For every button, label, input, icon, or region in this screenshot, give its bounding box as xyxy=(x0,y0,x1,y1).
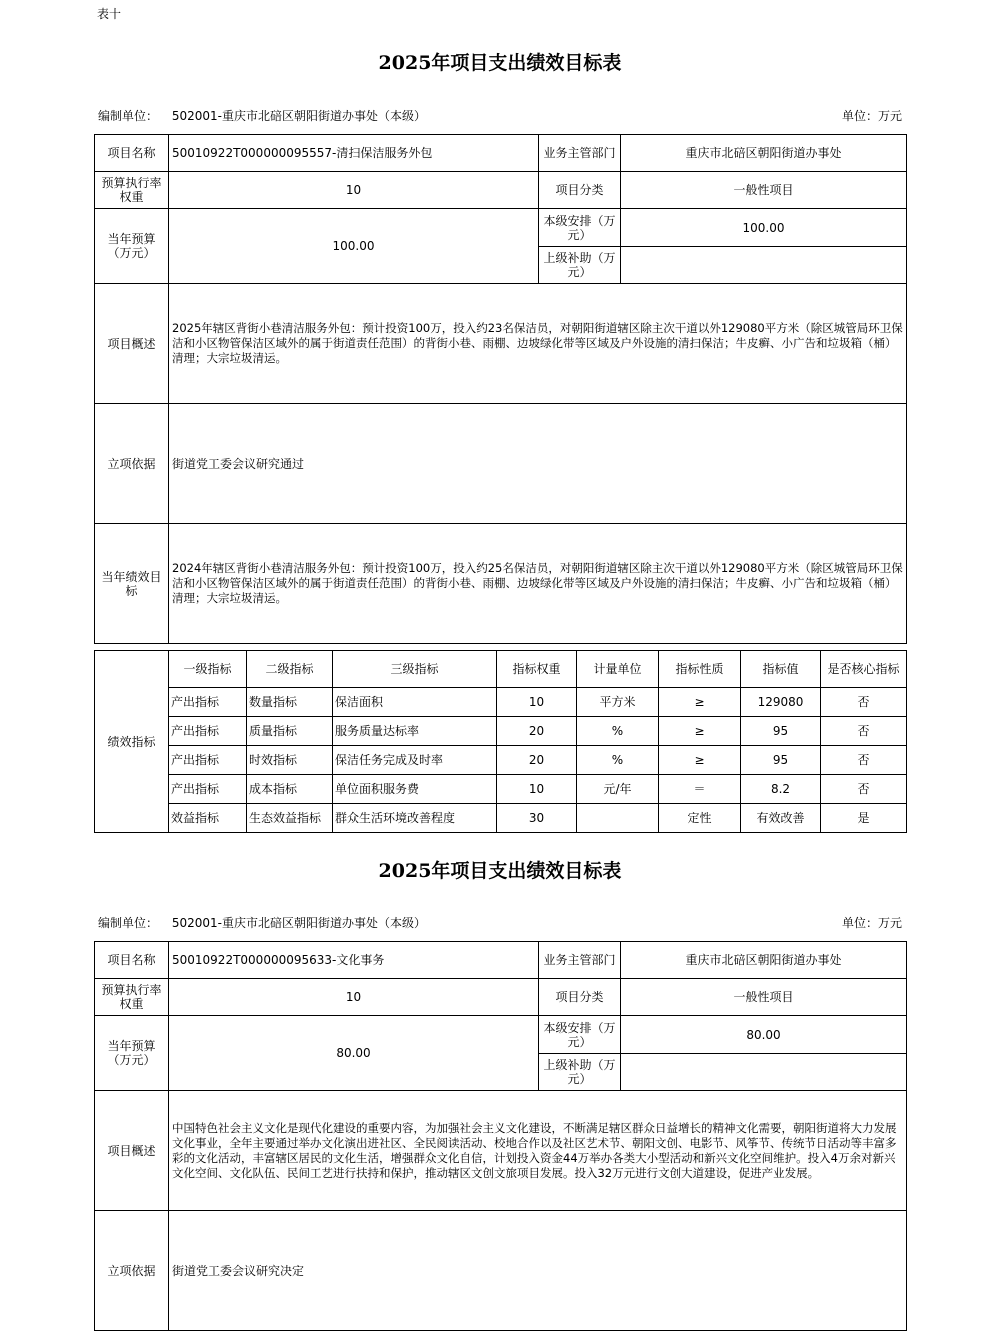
unit-label: 编制单位： xyxy=(98,916,159,930)
cell-core: 否 xyxy=(821,746,907,775)
budget-label: 当年预算（万元） xyxy=(95,1016,169,1091)
unit-value: 502001-重庆市北碚区朝阳街道办事处（本级） xyxy=(171,109,426,123)
cell-level1: 效益指标 xyxy=(169,804,247,833)
cell-value: 95 xyxy=(741,746,821,775)
currency-label: 单位：万元 xyxy=(841,916,902,930)
budget-label: 当年预算（万元） xyxy=(95,209,169,284)
cell-weight: 20 xyxy=(497,746,577,775)
header-value: 指标值 xyxy=(741,651,821,688)
section-1-main-table xyxy=(94,134,907,644)
page-label: 表十 xyxy=(97,7,122,21)
goal-text: 2024年辖区背街小巷清洁服务外包：预计投资100万，投入约25名保洁员，对朝阳街道辖区除主次干道以外129080平方米（除区城管局环卫保洁和小区物管保洁区域外的属于街道责任范围）的背街小巷、雨棚、边坡绿化带等区域及户外设施的清扫保洁；牛皮癣、小广告和垃圾箱（桶）清理；大宗垃圾清运。 xyxy=(169,524,907,644)
project-name-value: 50010922T000000095557-清扫保洁服务外包 xyxy=(169,135,539,172)
cell-core: 否 xyxy=(821,688,907,717)
section-1-unit xyxy=(98,107,426,124)
local-label: 本级安排（万元） xyxy=(539,1016,621,1054)
category-label: 项目分类 xyxy=(539,979,621,1016)
unit-value: 502001-重庆市北碚区朝阳街道办事处（本级） xyxy=(171,916,426,930)
cell-unit: 平方米 xyxy=(577,688,659,717)
dept-label: 业务主管部门 xyxy=(539,942,621,979)
cell-weight: 30 xyxy=(497,804,577,833)
weight-label: 预算执行率权重 xyxy=(95,172,169,209)
basis-text: 街道党工委会议研究决定 xyxy=(169,1211,907,1331)
section-1-title: 2025年项目支出绩效目标表 xyxy=(378,52,622,74)
local-value: 80.00 xyxy=(621,1016,907,1054)
basis-text: 街道党工委会议研究通过 xyxy=(169,404,907,524)
cell-nature: ≥ xyxy=(659,746,741,775)
project-name-label: 项目名称 xyxy=(95,942,169,979)
table-row xyxy=(95,746,907,775)
basis-label: 立项依据 xyxy=(95,404,169,524)
cell-level3: 保洁面积 xyxy=(333,688,497,717)
dept-value: 重庆市北碚区朝阳街道办事处 xyxy=(621,942,907,979)
indicators-label: 绩效指标 xyxy=(95,651,169,833)
cell-core: 是 xyxy=(821,804,907,833)
cell-unit: % xyxy=(577,717,659,746)
cell-weight: 10 xyxy=(497,688,577,717)
cell-nature: ≥ xyxy=(659,688,741,717)
table-row xyxy=(95,804,907,833)
category-value: 一般性项目 xyxy=(621,172,907,209)
cell-core: 否 xyxy=(821,775,907,804)
local-label: 本级安排（万元） xyxy=(539,209,621,247)
budget-value: 80.00 xyxy=(169,1016,539,1091)
cell-level2: 时效指标 xyxy=(247,746,333,775)
table-row xyxy=(95,688,907,717)
cell-level2: 质量指标 xyxy=(247,717,333,746)
cell-value: 有效改善 xyxy=(741,804,821,833)
cell-level1: 产出指标 xyxy=(169,717,247,746)
project-name-label: 项目名称 xyxy=(95,135,169,172)
budget-value: 100.00 xyxy=(169,209,539,284)
cell-level3: 单位面积服务费 xyxy=(333,775,497,804)
table-row xyxy=(95,775,907,804)
cell-nature: ＝ xyxy=(659,775,741,804)
header-core: 是否核心指标 xyxy=(821,651,907,688)
overview-label: 项目概述 xyxy=(95,284,169,404)
goal-label: 当年绩效目标 xyxy=(95,524,169,644)
header-weight: 指标权重 xyxy=(497,651,577,688)
weight-label: 预算执行率权重 xyxy=(95,979,169,1016)
section-2-main-table xyxy=(94,941,907,1331)
project-name-value: 50010922T000000095633-文化事务 xyxy=(169,942,539,979)
cell-value: 95 xyxy=(741,717,821,746)
currency-label: 单位：万元 xyxy=(841,109,902,123)
category-label: 项目分类 xyxy=(539,172,621,209)
cell-nature: 定性 xyxy=(659,804,741,833)
weight-value: 10 xyxy=(169,172,539,209)
cell-level1: 产出指标 xyxy=(169,688,247,717)
basis-label: 立项依据 xyxy=(95,1211,169,1331)
header-nature: 指标性质 xyxy=(659,651,741,688)
upper-value xyxy=(621,1054,907,1091)
header-level3: 三级指标 xyxy=(333,651,497,688)
cell-level2: 成本指标 xyxy=(247,775,333,804)
cell-level2: 生态效益指标 xyxy=(247,804,333,833)
weight-value: 10 xyxy=(169,979,539,1016)
upper-label: 上级补助（万元） xyxy=(539,247,621,284)
indicators-table xyxy=(94,650,907,833)
cell-unit: % xyxy=(577,746,659,775)
header-unit: 计量单位 xyxy=(577,651,659,688)
local-value: 100.00 xyxy=(621,209,907,247)
cell-level3: 服务质量达标率 xyxy=(333,717,497,746)
header-level2: 二级指标 xyxy=(247,651,333,688)
category-value: 一般性项目 xyxy=(621,979,907,1016)
upper-value xyxy=(621,247,907,284)
cell-level2: 数量指标 xyxy=(247,688,333,717)
table-row xyxy=(95,717,907,746)
cell-value: 8.2 xyxy=(741,775,821,804)
cell-weight: 10 xyxy=(497,775,577,804)
overview-text: 2025年辖区背街小巷清洁服务外包：预计投资100万，投入约23名保洁员，对朝阳街道辖区除主次干道以外129080平方米（除区城管局环卫保洁和小区物管保洁区域外的属于街道责任范围）的背街小巷、雨棚、边坡绿化带等区域及户外设施的清扫保洁；牛皮癣、小广告和垃圾箱（桶）清理；大宗垃圾清运。 xyxy=(169,284,907,404)
header-level1: 一级指标 xyxy=(169,651,247,688)
cell-level3: 保洁任务完成及时率 xyxy=(333,746,497,775)
upper-label: 上级补助（万元） xyxy=(539,1054,621,1091)
section-2-title: 2025年项目支出绩效目标表 xyxy=(378,860,622,882)
cell-level1: 产出指标 xyxy=(169,775,247,804)
dept-value: 重庆市北碚区朝阳街道办事处 xyxy=(621,135,907,172)
overview-text: 中国特色社会主义文化是现代化建设的重要内容，为加强社会主义文化建设，不断满足辖区群众日益增长的精神文化需要，朝阳街道将大力发展文化事业，全年主要通过举办文化演出进社区、全民阅读活动、校地合作以及社区艺术节、朝阳文创、电影节、风筝节、传统节日活动等丰富多彩的文化活动，丰富辖区居民的文化生活，增强群众文化自信，计划投入资金44万举办各类大小型活动和新兴文化空间维护。投入4万余对新兴文化空间、文化队伍、民间工艺进行扶持和保护，推动辖区文创文旅项目发展。投入32万元进行文创大道建设，促进产业发展。 xyxy=(169,1091,907,1211)
cell-core: 否 xyxy=(821,717,907,746)
dept-label: 业务主管部门 xyxy=(539,135,621,172)
cell-unit xyxy=(577,804,659,833)
cell-nature: ≥ xyxy=(659,717,741,746)
cell-level1: 产出指标 xyxy=(169,746,247,775)
unit-label: 编制单位： xyxy=(98,109,159,123)
section-2-unit xyxy=(98,914,426,931)
cell-level3: 群众生活环境改善程度 xyxy=(333,804,497,833)
cell-value: 129080 xyxy=(741,688,821,717)
overview-label: 项目概述 xyxy=(95,1091,169,1211)
cell-weight: 20 xyxy=(497,717,577,746)
cell-unit: 元/年 xyxy=(577,775,659,804)
